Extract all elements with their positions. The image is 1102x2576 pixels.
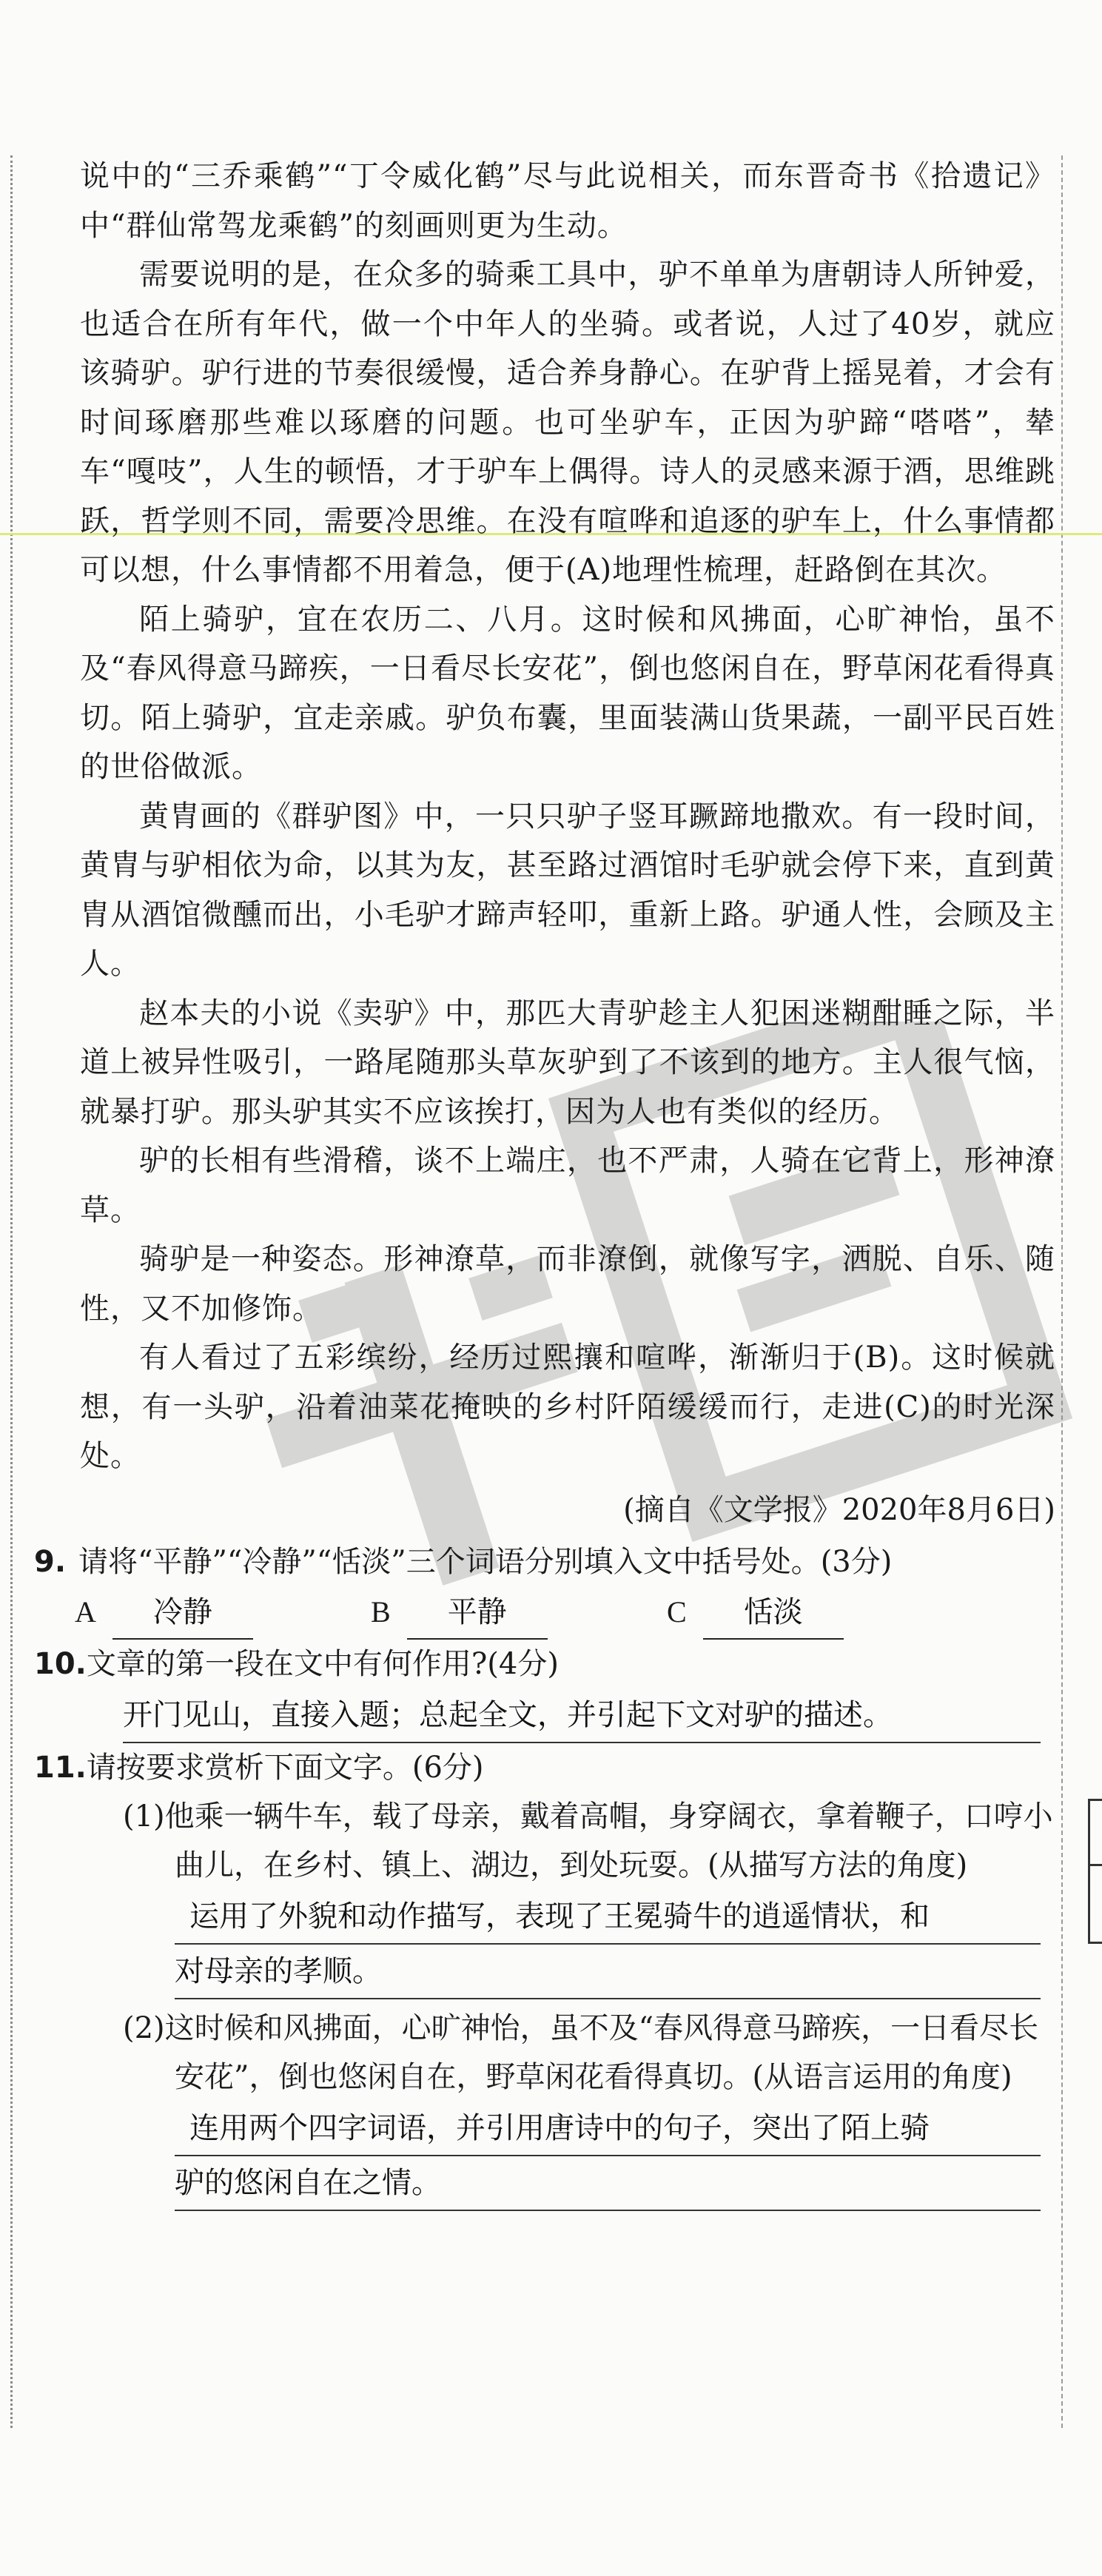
answer-line[interactable]: 对母亲的孝顺。 — [175, 1945, 1041, 1999]
answer-line[interactable]: 驴的悠闲自在之情。 — [175, 2156, 1041, 2211]
sub-question-number: (2) — [123, 2011, 165, 2045]
sub-question-prompt — [123, 2004, 1055, 2102]
passage-paragraph-6: 驴的长相有些滑稽，谈不上端庄，也不严肃，人骑在它背上，形神潦草。 — [80, 1144, 1055, 1227]
passage-source: (摘自《文学报》2020年8月6日) — [623, 1492, 1055, 1527]
question-9-choices — [34, 1586, 1055, 1640]
question-text: 请将“平静”“冷静”“恬淡”三个词语分别填入文中括号处。(3分) — [78, 1545, 893, 1579]
answer-blank[interactable]: 平静 — [407, 1586, 548, 1640]
passage-paragraph-7: 骑驴是一种姿态。形神潦草，而非潦倒，就像写字，洒脱、自乐、随性，又不加修饰。 — [80, 1242, 1055, 1326]
question-9 — [34, 1537, 1055, 1640]
question-number: 9. — [34, 1545, 67, 1579]
choice-label: C — [667, 1595, 687, 1629]
sub-question-prompt — [123, 1792, 1055, 1890]
reading-passage — [80, 152, 1055, 1534]
passage-paragraph-3: 陌上骑驴，宜在农历二、八月。这时候和风拂面，心旷神怡，虽不及“春风得意马蹄疾，一日看尽长安花”，倒也悠闲自在，野草闲花看得真切。陌上骑驴，宜走亲戚。驴负布囊，里面装满山货果蔬，一副平民百姓的世俗做派。 — [80, 602, 1055, 784]
sub-question-1 — [34, 1792, 1055, 1999]
question-text: 文章的第一段在文中有何作用?(4分) — [86, 1647, 559, 1681]
passage-paragraph-1: 说中的“三乔乘鹤”“丁令威化鹤”尽与此说相关，而东晋奇书《拾遗记》中“群仙常驾龙乘鹤”的刻画则更为生动。 — [80, 159, 1055, 243]
answer-line[interactable]: 连用两个四字词语，并引用唐诗中的句子，突出了陌上骑 — [175, 2102, 1041, 2156]
answer-line[interactable]: 运用了外貌和动作描写，表现了王冕骑牛的逍遥情状，和 — [175, 1890, 1041, 1945]
choice-label: B — [371, 1595, 391, 1629]
passage-paragraph-2: 需要说明的是，在众多的骑乘工具中，驴不单单为唐朝诗人所钟爱，也适合在所有年代，做一个中年人的坐骑。或者说，人过了40岁，就应该骑驴。驴行进的节奏很缓慢，适合养身静心。在驴背上摇晃着，才会有时间琢磨那些难以琢磨的问题。也可坐驴车，正因为驴蹄“嗒嗒”，辇车“嘎吱”，人生的顿悟，才于驴车上偶得。诗人的灵感来源于酒，思维跳跃，哲学则不同，需要冷思维。在没有喧哗和追逐的驴车上，什么事情都可以想，什么事情都不用着急，便于(A)地理性梳理，赶路倒在其次。 — [80, 258, 1055, 587]
page-edge-tab — [1088, 1799, 1102, 1944]
question-text: 请按要求赏析下面文字。(6分) — [86, 1751, 484, 1785]
choice-a — [75, 1586, 371, 1640]
question-10 — [34, 1640, 1055, 1743]
answer-line[interactable]: 开门见山，直接入题；总起全文，并引起下文对驴的描述。 — [123, 1688, 1041, 1743]
question-10-prompt — [34, 1640, 1055, 1688]
sub-question-text: 这时候和风拂面，心旷神怡，虽不及“春风得意马蹄疾，一日看尽长安花”，倒也悠闲自在，野草闲花看得真切。(从语言运用的角度) — [164, 2011, 1039, 2094]
sub-question-2 — [34, 2004, 1055, 2211]
passage-paragraph-8: 有人看过了五彩缤纷，经历过熙攘和喧哗，渐渐归于(B)。这时候就想，有一头驴，沿着油菜花掩映的乡村阡陌缓缓而行，走进(C)的时光深处。 — [80, 1341, 1055, 1473]
question-9-prompt — [34, 1537, 1055, 1586]
question-number: 10. — [34, 1647, 87, 1681]
margin-dashed-line — [1061, 155, 1063, 2428]
choice-c — [667, 1586, 844, 1640]
choice-label: A — [75, 1595, 96, 1629]
binding-dotted-line — [10, 155, 13, 2428]
question-number: 11. — [34, 1751, 87, 1785]
passage-paragraph-5: 赵本夫的小说《卖驴》中，那匹大青驴趁主人犯困迷糊酣睡之际，半道上被异性吸引，一路尾随那头草灰驴到了不该到的地方。主人很气恼，就暴打驴。那头驴其实不应该挨打，因为人也有类似的经历。 — [80, 996, 1055, 1129]
answer-blank[interactable]: 冷静 — [112, 1586, 253, 1640]
page-content — [34, 152, 1055, 2211]
question-11-prompt — [34, 1743, 1055, 1792]
sub-question-number: (1) — [123, 1799, 165, 1834]
question-11 — [34, 1743, 1055, 2211]
passage-paragraph-4: 黄胄画的《群驴图》中，一只只驴子竖耳蹶蹄地撒欢。有一段时间，黄胄与驴相依为命，以其为友，甚至路过酒馆时毛驴就会停下来，直到黄胄从酒馆微醺而出，小毛驴才蹄声轻叩，重新上路。驴通人性，会顾及主人。 — [80, 799, 1055, 981]
answer-blank[interactable]: 恬淡 — [703, 1586, 844, 1640]
sub-question-text: 他乘一辆牛车，载了母亲，戴着高帽，身穿阔衣，拿着鞭子，口哼小曲儿，在乡村、镇上、湖边，到处玩耍。(从描写方法的角度) — [164, 1799, 1053, 1882]
choice-b — [371, 1586, 667, 1640]
